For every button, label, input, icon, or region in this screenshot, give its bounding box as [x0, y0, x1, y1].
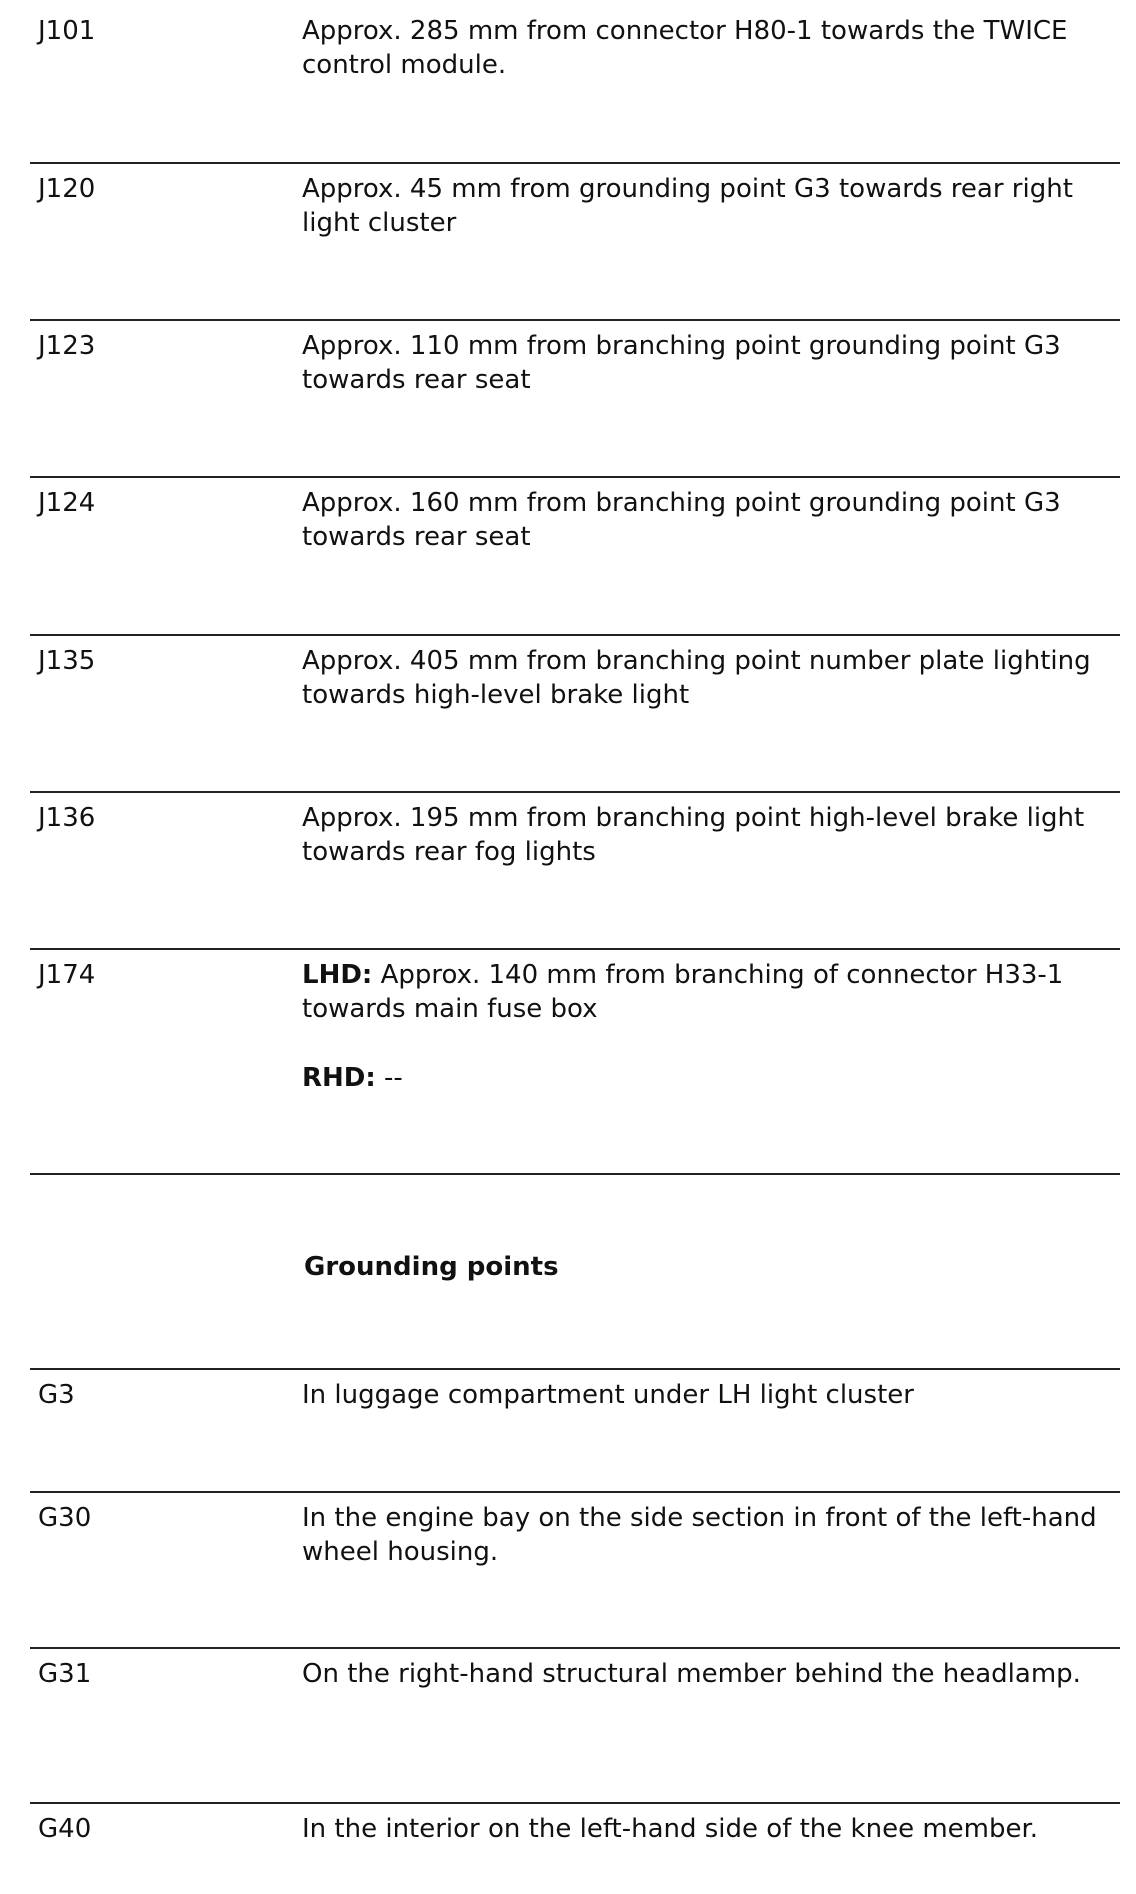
- rhd-paragraph: [302, 1061, 1117, 1095]
- junction-description: Approx. 45 mm from grounding point G3 towards rear right light cluster: [302, 174, 1073, 238]
- row-divider: [30, 476, 1120, 478]
- grounding-code: G30: [38, 1503, 92, 1533]
- row-divider: [30, 1647, 1120, 1649]
- junction-code: J123: [38, 331, 96, 361]
- rhd-label: RHD:: [302, 1063, 376, 1093]
- row-divider: [30, 791, 1120, 793]
- junction-description: Approx. 110 mm from branching point grounding point G3 towards rear seat: [302, 331, 1061, 395]
- junction-description: [302, 958, 1117, 1095]
- rhd-text: --: [375, 1063, 403, 1093]
- row-divider: [30, 319, 1120, 321]
- row-divider: [30, 162, 1120, 164]
- row-divider: [30, 1173, 1120, 1175]
- junction-description: Approx. 285 mm from connector H80-1 towards the TWICE control module.: [302, 16, 1068, 80]
- row-divider: [30, 634, 1120, 636]
- row-divider: [30, 1491, 1120, 1493]
- junction-description: Approx. 195 mm from branching point high-level brake light towards rear fog lights: [302, 803, 1085, 867]
- lhd-label: LHD:: [302, 960, 373, 990]
- grounding-description: In luggage compartment under LH light cluster: [302, 1380, 914, 1410]
- junction-code: J136: [38, 803, 96, 833]
- junction-code: J101: [38, 16, 96, 46]
- junction-code: J135: [38, 646, 96, 676]
- grounding-code: G3: [38, 1380, 75, 1410]
- junction-description: Approx. 405 mm from branching point number plate lighting towards high-level brake light: [302, 646, 1091, 710]
- junction-code: J124: [38, 488, 96, 518]
- row-divider: [30, 1802, 1120, 1804]
- section-heading-grounding-points: Grounding points: [304, 1252, 559, 1282]
- lhd-paragraph: [302, 958, 1117, 1026]
- junction-description: Approx. 160 mm from branching point grounding point G3 towards rear seat: [302, 488, 1061, 552]
- row-divider: [30, 948, 1120, 950]
- grounding-code: G40: [38, 1814, 92, 1844]
- lhd-text: Approx. 140 mm from branching of connector H33-1 towards main fuse box: [302, 960, 1064, 1024]
- row-divider: [30, 1368, 1120, 1370]
- grounding-description: On the right-hand structural member behind the headlamp.: [302, 1659, 1081, 1689]
- junction-code: J120: [38, 174, 96, 204]
- grounding-description: In the engine bay on the side section in front of the left-hand wheel housing.: [302, 1503, 1097, 1567]
- junction-code: J174: [38, 960, 96, 990]
- grounding-code: G31: [38, 1659, 92, 1689]
- grounding-description: In the interior on the left-hand side of the knee member.: [302, 1814, 1039, 1844]
